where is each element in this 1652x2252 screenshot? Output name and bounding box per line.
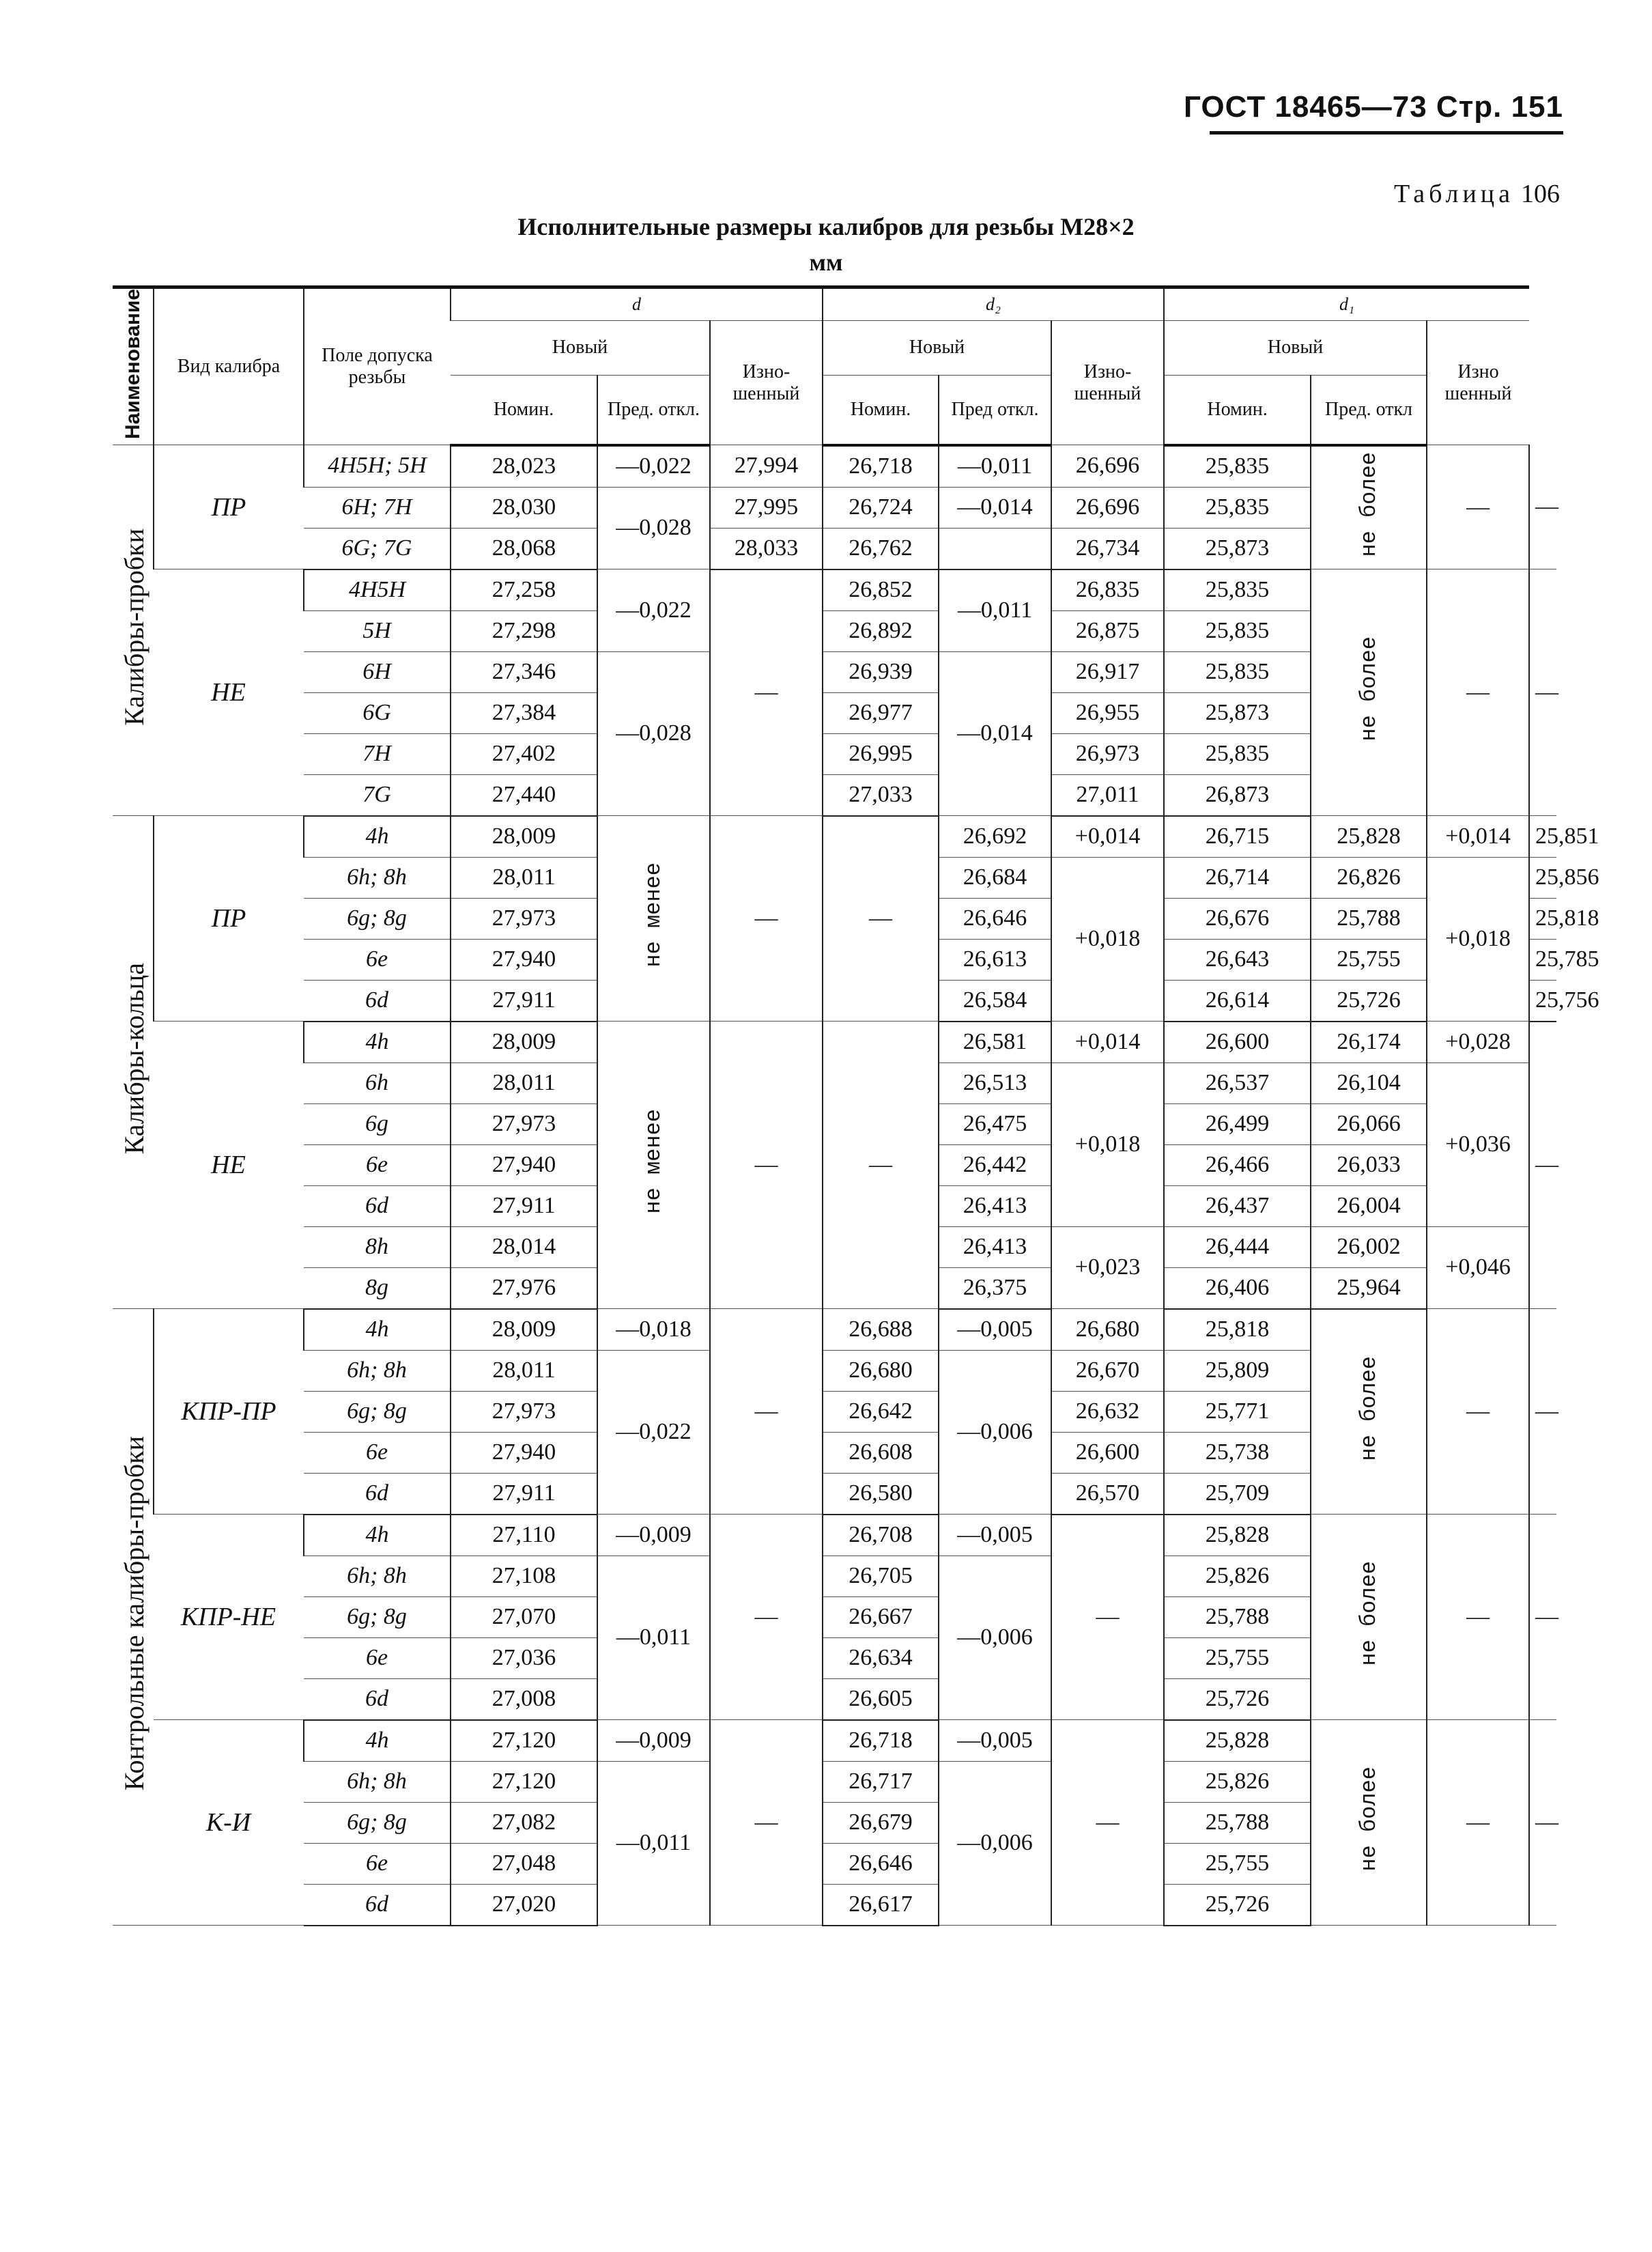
- d1-nom-cell: 25,755: [1311, 939, 1427, 980]
- d2-worn-cell: 26,670: [1051, 1350, 1164, 1391]
- d1-nom-cell: 25,709: [1164, 1473, 1311, 1515]
- d-nom-cell: 27,110: [451, 1515, 597, 1556]
- d-nom-cell: 27,973: [451, 898, 597, 939]
- dash-cell: —: [1529, 1309, 1556, 1515]
- d1-nom-cell: 25,964: [1311, 1267, 1427, 1309]
- d-worn-cell: 27,995: [710, 487, 823, 528]
- d2-worn-cell: 26,537: [1164, 1062, 1311, 1103]
- d-nom-cell: 27,008: [451, 1678, 597, 1720]
- d-nom-cell: 28,030: [451, 487, 597, 528]
- gauge-dimensions-table: [113, 285, 1599, 1926]
- d2-nom-cell: 26,724: [823, 487, 939, 528]
- d1-worn-cell: 25,756: [1529, 980, 1556, 1022]
- d2-dev-cell: —0,005: [939, 1515, 1051, 1556]
- table-row: [113, 445, 1556, 488]
- d-nom-cell: 28,023: [451, 445, 597, 488]
- d2-worn-cell: 26,714: [1164, 857, 1311, 898]
- col-name-label: Наименование: [121, 289, 144, 440]
- d2-worn-cell: 26,955: [1051, 692, 1164, 733]
- d-dev-cell: —0,011: [597, 1761, 710, 1926]
- tolerance-field: 6d: [304, 1678, 451, 1720]
- d1-nom-cell: 26,002: [1311, 1226, 1427, 1267]
- col-d2-nom: Номин.: [823, 375, 939, 445]
- col-d-nom: Номин.: [451, 375, 597, 445]
- tolerance-field: 4h: [304, 1720, 451, 1762]
- d2-worn-cell: 26,466: [1164, 1144, 1311, 1185]
- tolerance-field: 6e: [304, 1432, 451, 1473]
- d2-dev-cell: —0,005: [939, 1720, 1051, 1762]
- table-title: [0, 209, 1652, 280]
- d2-nom-cell: 26,605: [823, 1678, 939, 1720]
- table-row: [113, 1022, 1556, 1063]
- d2-worn-cell: 27,011: [1051, 774, 1164, 816]
- gauge-kind: ПР: [154, 816, 304, 1022]
- d1-worn-cell: 25,856: [1529, 857, 1556, 898]
- d2-nom-cell: 26,581: [939, 1022, 1051, 1063]
- d-nom-cell: 27,976: [451, 1267, 597, 1309]
- d2-dev-cell: —0,006: [939, 1761, 1051, 1926]
- col-d-dev: Пред. откл.: [597, 375, 710, 445]
- d-nom-cell: 27,384: [451, 692, 597, 733]
- d-worn-cell: 28,033: [710, 528, 823, 569]
- d-nom-cell: 27,036: [451, 1637, 597, 1678]
- d1-nom-cell: 25,788: [1164, 1596, 1311, 1637]
- d2-nom-cell: 26,852: [823, 569, 939, 611]
- d1-nom-cell: 25,835: [1164, 610, 1311, 651]
- col-d2-new: Новый: [823, 321, 1051, 376]
- d-nom-cell: 27,048: [451, 1843, 597, 1884]
- d1-nom-cell: 26,174: [1311, 1022, 1427, 1063]
- gauge-kind: КПР-НЕ: [154, 1515, 304, 1720]
- dash-cell: —: [1529, 1022, 1556, 1309]
- d2-nom-cell: 26,939: [823, 651, 939, 692]
- table-row: [113, 816, 1556, 858]
- tolerance-field: 6h; 8h: [304, 857, 451, 898]
- d2-worn-cell: 26,437: [1164, 1185, 1311, 1226]
- d1-nom-cell: 25,826: [1164, 1761, 1311, 1802]
- dash-cell: —: [1051, 1720, 1164, 1926]
- d2-worn-cell: 26,643: [1164, 939, 1311, 980]
- d2-worn-cell: 26,676: [1164, 898, 1311, 939]
- d2-nom-cell: 26,688: [823, 1309, 939, 1351]
- d-nom-cell: 27,346: [451, 651, 597, 692]
- col-d-new: Новый: [451, 321, 710, 376]
- table-label-number: 106: [1521, 180, 1560, 208]
- d2-nom-cell: 26,684: [939, 857, 1051, 898]
- d2-nom-cell: 27,033: [823, 774, 939, 816]
- gauge-kind: НЕ: [154, 1022, 304, 1309]
- dash-cell: —: [710, 1309, 823, 1515]
- d-nom-cell: 27,298: [451, 610, 597, 651]
- page-header: ГОСТ 18465—73 Стр. 151: [1184, 90, 1563, 124]
- d2-dev-cell: —0,011: [939, 445, 1051, 488]
- tolerance-field: 6G: [304, 692, 451, 733]
- d1-nom-cell: 25,771: [1164, 1391, 1311, 1432]
- d1-nom-cell: 25,835: [1164, 651, 1311, 692]
- note-text: не более: [1356, 636, 1382, 742]
- dash-cell: —: [1051, 1515, 1164, 1720]
- tolerance-field: 6g; 8g: [304, 1596, 451, 1637]
- dash-cell: —: [1427, 1515, 1529, 1720]
- d2-dev-cell: +0,023: [1051, 1226, 1164, 1309]
- d-nom-cell: 27,973: [451, 1103, 597, 1144]
- col-d-worn: Изно- шенный: [710, 321, 823, 445]
- col-field: Поле допуска резьбы: [304, 287, 451, 445]
- d2-nom-cell: 26,692: [939, 816, 1051, 858]
- d2-dev-cell: [939, 528, 1051, 569]
- tolerance-field: 6d: [304, 1884, 451, 1926]
- d2-nom-cell: 26,667: [823, 1596, 939, 1637]
- d1-nom-cell: 25,828: [1164, 1720, 1311, 1762]
- tolerance-field: 6g: [304, 1103, 451, 1144]
- d2-nom-cell: 26,679: [823, 1802, 939, 1843]
- d1-nom-cell: 25,835: [1164, 487, 1311, 528]
- category-label: [113, 445, 154, 816]
- d1-nom-cell: 25,788: [1164, 1802, 1311, 1843]
- gauge-kind: НЕ: [154, 569, 304, 816]
- note-cell: [597, 816, 710, 1022]
- tolerance-field: 6H; 7H: [304, 487, 451, 528]
- d2-nom-cell: 26,646: [823, 1843, 939, 1884]
- d2-worn-cell: 26,696: [1051, 487, 1164, 528]
- d-dev-cell: —0,028: [597, 651, 710, 816]
- d1-nom-cell: 25,873: [1164, 528, 1311, 569]
- d2-nom-cell: 26,375: [939, 1267, 1051, 1309]
- d2-worn-cell: 26,614: [1164, 980, 1311, 1022]
- col-d1-worn: Изно шенный: [1427, 321, 1529, 445]
- d1-nom-cell: 26,066: [1311, 1103, 1427, 1144]
- d1-dev-cell: +0,046: [1427, 1226, 1529, 1309]
- d1-nom-cell: 25,726: [1311, 980, 1427, 1022]
- d2-dev-cell: +0,014: [1051, 816, 1164, 858]
- d1-nom-cell: 26,033: [1311, 1144, 1427, 1185]
- d-nom-cell: 27,440: [451, 774, 597, 816]
- d-nom-cell: 27,973: [451, 1391, 597, 1432]
- tolerance-field: 6e: [304, 1637, 451, 1678]
- tolerance-field: 6h; 8h: [304, 1556, 451, 1596]
- tolerance-field: 6e: [304, 1144, 451, 1185]
- tolerance-field: 6e: [304, 1843, 451, 1884]
- d2-nom-cell: 26,995: [823, 733, 939, 774]
- d2-nom-cell: 26,608: [823, 1432, 939, 1473]
- d2-worn-cell: 26,499: [1164, 1103, 1311, 1144]
- d2-worn-cell: 26,973: [1051, 733, 1164, 774]
- category-text: Контрольные калибры-пробки: [119, 1436, 149, 1791]
- d-nom-cell: 28,068: [451, 528, 597, 569]
- d-nom-cell: 28,011: [451, 1350, 597, 1391]
- d2-nom-cell: 26,513: [939, 1062, 1051, 1103]
- d1-nom-cell: 25,828: [1164, 1515, 1311, 1556]
- d2-nom-cell: 26,708: [823, 1515, 939, 1556]
- tolerance-field: 4H5H; 5H: [304, 445, 451, 488]
- gauge-kind: КПР-ПР: [154, 1309, 304, 1515]
- d2-nom-cell: 26,580: [823, 1473, 939, 1515]
- note-cell: [1311, 1309, 1427, 1515]
- d1-nom-cell: 25,809: [1164, 1350, 1311, 1391]
- d-dev-cell: —0,022: [597, 445, 710, 488]
- d1-nom-cell: 26,104: [1311, 1062, 1427, 1103]
- d2-worn-cell: 26,734: [1051, 528, 1164, 569]
- d2-nom-cell: 26,718: [823, 1720, 939, 1762]
- col-d2-worn: Изно- шенный: [1051, 321, 1164, 445]
- d2-dev-cell: —0,014: [939, 651, 1051, 816]
- note-cell: [1311, 1720, 1427, 1926]
- d1-nom-cell: 25,826: [1164, 1556, 1311, 1596]
- d-nom-cell: 27,120: [451, 1761, 597, 1802]
- table-row: [113, 1309, 1556, 1351]
- d1-nom-cell: 25,788: [1311, 898, 1427, 939]
- d2-worn-cell: 26,680: [1051, 1309, 1164, 1351]
- d1-nom-cell: 25,755: [1164, 1843, 1311, 1884]
- tolerance-field: 6g; 8g: [304, 1802, 451, 1843]
- d1-nom-cell: 25,828: [1311, 816, 1427, 858]
- note-text: не более: [1356, 1355, 1382, 1461]
- d1-dev-cell: +0,036: [1427, 1062, 1529, 1226]
- d1-dev-cell: +0,028: [1427, 1022, 1529, 1063]
- dash-cell: —: [710, 569, 823, 816]
- d-dev-cell: —0,009: [597, 1515, 710, 1556]
- d-nom-cell: 27,020: [451, 1884, 597, 1926]
- d2-dev-cell: —0,006: [939, 1350, 1051, 1515]
- d-nom-cell: 27,940: [451, 1432, 597, 1473]
- dash-cell: —: [710, 1022, 823, 1309]
- col-d1: d₁: [1164, 287, 1529, 321]
- table-label-word: Таблица: [1393, 180, 1514, 208]
- d-nom-cell: 28,009: [451, 1309, 597, 1351]
- dash-cell: —: [1427, 1720, 1529, 1926]
- d-nom-cell: 28,009: [451, 1022, 597, 1063]
- d2-worn-cell: 26,444: [1164, 1226, 1311, 1267]
- d-nom-cell: 27,070: [451, 1596, 597, 1637]
- d1-dev-cell: +0,018: [1427, 857, 1529, 1022]
- tolerance-field: 6h; 8h: [304, 1761, 451, 1802]
- tolerance-field: 6H: [304, 651, 451, 692]
- category-text: Калибры-кольца: [119, 963, 149, 1155]
- d-dev-cell: —0,009: [597, 1720, 710, 1762]
- dash-cell: —: [710, 816, 823, 1022]
- category-label: [113, 1309, 154, 1926]
- d2-nom-cell: 26,705: [823, 1556, 939, 1596]
- d2-nom-cell: 26,413: [939, 1185, 1051, 1226]
- table-row: [113, 569, 1556, 611]
- d2-worn-cell: 26,715: [1164, 816, 1311, 858]
- tolerance-field: 5H: [304, 610, 451, 651]
- note-text: не менее: [641, 862, 666, 968]
- note-cell: [1311, 569, 1427, 816]
- note-text: не более: [1356, 1767, 1382, 1872]
- d2-dev-cell: —0,006: [939, 1556, 1051, 1720]
- d1-nom-cell: 25,818: [1164, 1309, 1311, 1351]
- tolerance-field: 8g: [304, 1267, 451, 1309]
- d1-nom-cell: 25,738: [1164, 1432, 1311, 1473]
- d-dev-cell: —0,022: [597, 1350, 710, 1515]
- dash-cell: —: [1427, 445, 1529, 569]
- d2-nom-cell: 26,584: [939, 980, 1051, 1022]
- d-nom-cell: 27,258: [451, 569, 597, 611]
- d2-nom-cell: 26,762: [823, 528, 939, 569]
- tolerance-field: 4h: [304, 1309, 451, 1351]
- dash-cell: —: [1529, 1720, 1556, 1926]
- col-d1-nom: Номин.: [1164, 375, 1311, 445]
- d1-dev-cell: +0,014: [1427, 816, 1529, 858]
- dash-cell: —: [1529, 569, 1556, 816]
- col-d1-dev: Пред. откл: [1311, 375, 1427, 445]
- note-text: не более: [1356, 451, 1382, 557]
- tolerance-field: 6h: [304, 1062, 451, 1103]
- dash-cell: —: [1427, 1309, 1529, 1515]
- d2-worn-cell: 26,570: [1051, 1473, 1164, 1515]
- d2-worn-cell: 26,875: [1051, 610, 1164, 651]
- header-rule: [1210, 131, 1563, 135]
- table-title-unit: мм: [809, 249, 843, 276]
- d2-nom-cell: 26,718: [823, 445, 939, 488]
- d-nom-cell: 27,082: [451, 1802, 597, 1843]
- tolerance-field: 6d: [304, 1185, 451, 1226]
- d2-dev-cell: —0,011: [939, 569, 1051, 652]
- tolerance-field: 4h: [304, 1515, 451, 1556]
- d-nom-cell: 27,911: [451, 1473, 597, 1515]
- dash-cell: —: [823, 1022, 939, 1309]
- note-cell: [1311, 1515, 1427, 1720]
- category-label: [113, 816, 154, 1309]
- d1-nom-cell: 26,826: [1311, 857, 1427, 898]
- note-text: не менее: [641, 1109, 666, 1214]
- d2-worn-cell: 26,835: [1051, 569, 1164, 611]
- tolerance-field: 6g; 8g: [304, 898, 451, 939]
- d-worn-cell: 27,994: [710, 445, 823, 488]
- d1-nom-cell: 25,835: [1164, 733, 1311, 774]
- d-nom-cell: 27,940: [451, 939, 597, 980]
- d2-nom-cell: 26,413: [939, 1226, 1051, 1267]
- note-text: не более: [1356, 1561, 1382, 1666]
- dash-cell: —: [1427, 569, 1529, 816]
- d-dev-cell: —0,028: [597, 487, 710, 569]
- d2-dev-cell: —0,005: [939, 1309, 1051, 1351]
- note-cell: [597, 1022, 710, 1309]
- tolerance-field: 7H: [304, 733, 451, 774]
- table-row: [113, 1515, 1556, 1556]
- d2-nom-cell: 26,613: [939, 939, 1051, 980]
- d2-nom-cell: 26,617: [823, 1884, 939, 1926]
- dash-cell: —: [1529, 445, 1556, 569]
- tolerance-field: 4H5H: [304, 569, 451, 611]
- col-name: [113, 287, 154, 445]
- d-nom-cell: 28,009: [451, 816, 597, 858]
- note-cell: [1311, 445, 1427, 569]
- d2-worn-cell: 26,600: [1164, 1022, 1311, 1063]
- table-body: [113, 445, 1599, 1926]
- d2-worn-cell: 26,406: [1164, 1267, 1311, 1309]
- tolerance-field: 6d: [304, 980, 451, 1022]
- table-row: [113, 1720, 1556, 1762]
- d2-nom-cell: 26,680: [823, 1350, 939, 1391]
- d1-worn-cell: 25,818: [1529, 898, 1556, 939]
- d2-worn-cell: 26,632: [1051, 1391, 1164, 1432]
- tolerance-field: 7G: [304, 774, 451, 816]
- d1-nom-cell: 25,726: [1164, 1884, 1311, 1926]
- tolerance-field: 6g; 8g: [304, 1391, 451, 1432]
- tolerance-field: 6d: [304, 1473, 451, 1515]
- tolerance-field: 4h: [304, 816, 451, 858]
- dash-cell: —: [823, 816, 939, 1022]
- d2-worn-cell: 26,696: [1051, 445, 1164, 488]
- d2-nom-cell: 26,634: [823, 1637, 939, 1678]
- col-d: d: [451, 287, 823, 321]
- d1-nom-cell: 25,873: [1164, 692, 1311, 733]
- d2-nom-cell: 26,892: [823, 610, 939, 651]
- d1-worn-cell: 25,785: [1529, 939, 1556, 980]
- d1-nom-cell: 25,726: [1164, 1678, 1311, 1720]
- category-text: Калибры-пробки: [119, 528, 149, 726]
- dash-cell: —: [710, 1720, 823, 1926]
- tolerance-field: 8h: [304, 1226, 451, 1267]
- d2-nom-cell: 26,642: [823, 1391, 939, 1432]
- d-nom-cell: 27,911: [451, 980, 597, 1022]
- dash-cell: —: [710, 1515, 823, 1720]
- tolerance-field: 4h: [304, 1022, 451, 1063]
- d-nom-cell: 27,402: [451, 733, 597, 774]
- d1-nom-cell: 25,755: [1164, 1637, 1311, 1678]
- d2-nom-cell: 26,717: [823, 1761, 939, 1802]
- d1-nom-cell: 25,835: [1164, 445, 1311, 488]
- d2-nom-cell: 26,442: [939, 1144, 1051, 1185]
- d1-nom-cell: 26,004: [1311, 1185, 1427, 1226]
- tolerance-field: 6h; 8h: [304, 1350, 451, 1391]
- d-dev-cell: —0,022: [597, 569, 710, 652]
- col-d2-dev: Пред откл.: [939, 375, 1051, 445]
- col-kind: Вид калибра: [154, 287, 304, 445]
- d2-dev-cell: +0,014: [1051, 1022, 1164, 1063]
- d2-worn-cell: 26,600: [1051, 1432, 1164, 1473]
- d2-nom-cell: 26,475: [939, 1103, 1051, 1144]
- d2-dev-cell: +0,018: [1051, 1062, 1164, 1226]
- col-d1-new: Новый: [1164, 321, 1427, 376]
- d2-dev-cell: +0,018: [1051, 857, 1164, 1022]
- d2-worn-cell: 26,917: [1051, 651, 1164, 692]
- dash-cell: —: [1529, 1515, 1556, 1720]
- table-title-main: Исполнительные размеры калибров для резьбы М28×2: [517, 213, 1135, 240]
- d-nom-cell: 27,911: [451, 1185, 597, 1226]
- d2-dev-cell: —0,014: [939, 487, 1051, 528]
- d2-nom-cell: 26,977: [823, 692, 939, 733]
- d-dev-cell: —0,018: [597, 1309, 710, 1351]
- d-nom-cell: 28,011: [451, 1062, 597, 1103]
- d-nom-cell: 28,014: [451, 1226, 597, 1267]
- d2-nom-cell: 26,646: [939, 898, 1051, 939]
- col-d2: d₂: [823, 287, 1164, 321]
- d-nom-cell: 27,120: [451, 1720, 597, 1762]
- d1-worn-cell: 25,851: [1529, 816, 1556, 858]
- d-dev-cell: —0,011: [597, 1556, 710, 1720]
- gauge-kind: ПР: [154, 445, 304, 569]
- d-nom-cell: 27,940: [451, 1144, 597, 1185]
- d-nom-cell: 28,011: [451, 857, 597, 898]
- table-label: [1394, 179, 1560, 209]
- gauge-kind: К-И: [154, 1720, 304, 1926]
- tolerance-field: 6e: [304, 939, 451, 980]
- d1-nom-cell: 26,873: [1164, 774, 1311, 816]
- d-nom-cell: 27,108: [451, 1556, 597, 1596]
- tolerance-field: 6G; 7G: [304, 528, 451, 569]
- d1-nom-cell: 25,835: [1164, 569, 1311, 611]
